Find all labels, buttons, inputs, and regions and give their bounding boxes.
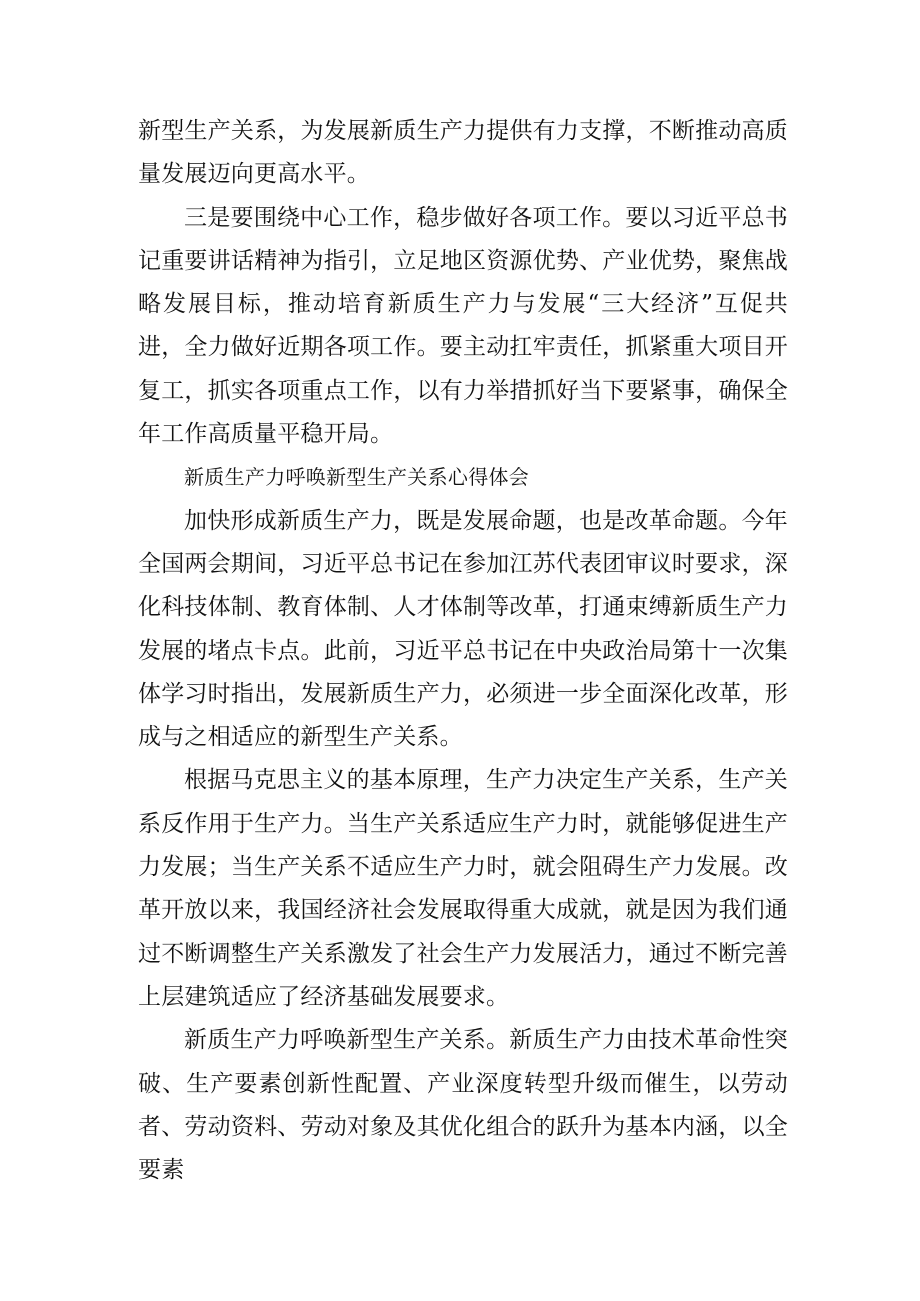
paragraph-continuation: 新型生产关系，为发展新质生产力提供有力支撑，不断推动高质量发展迈向更高水平。 xyxy=(138,118,788,188)
paragraph-central-work: 三是要围绕中心工作，稳步做好各项工作。要以习近平总书记重要讲话精神为指引，立足地区资源优势、产业优势，聚焦战略发展目标，推动培育新质生产力与发展“三大经济”互促共进，全力做好近期各项工作。要主动扛牢责任，抓紧重大项目开复工，抓实各项重点工作，以有力举措抓好当下要紧事，确保全年工作高质量平稳开局。 xyxy=(138,204,788,448)
paragraph-reform-topic: 加快形成新质生产力，既是发展命题，也是改革命题。今年全国两会期间，习近平总书记在参加江苏代表团审议时要求，深化科技体制、教育体制、人才体制等改革，打通束缚新质生产力发展的堵点卡点。此前，习近平总书记在中央政治局第十一次集体学习时指出，发展新质生产力，必须进一步全面深化改革，形成与之相适应的新型生产关系。 xyxy=(138,507,788,751)
document-body xyxy=(138,110,788,1192)
section-title: 新质生产力呼唤新型生产关系心得体会 xyxy=(184,465,530,490)
paragraph-new-relations: 新质生产力呼唤新型生产关系。新质生产力由技术革命性突破、生产要素创新性配置、产业深度转型升级而催生，以劳动者、劳动资料、劳动对象及其优化组合的跃升为基本内涵，以全要素 xyxy=(138,1027,788,1184)
paragraph-marxism-principle: 根据马克思主义的基本原理，生产力决定生产关系，生产关系反作用于生产力。当生产关系适应生产力时，就能够促进生产力发展；当生产关系不适应生产力时，就会阻碍生产力发展。改革开放以来，我国经济社会发展取得重大成就，就是因为我们通过不断调整生产关系激发了社会生产力发展活力，通过不断完善上层建筑适应了经济基础发展要求。 xyxy=(138,767,788,1010)
